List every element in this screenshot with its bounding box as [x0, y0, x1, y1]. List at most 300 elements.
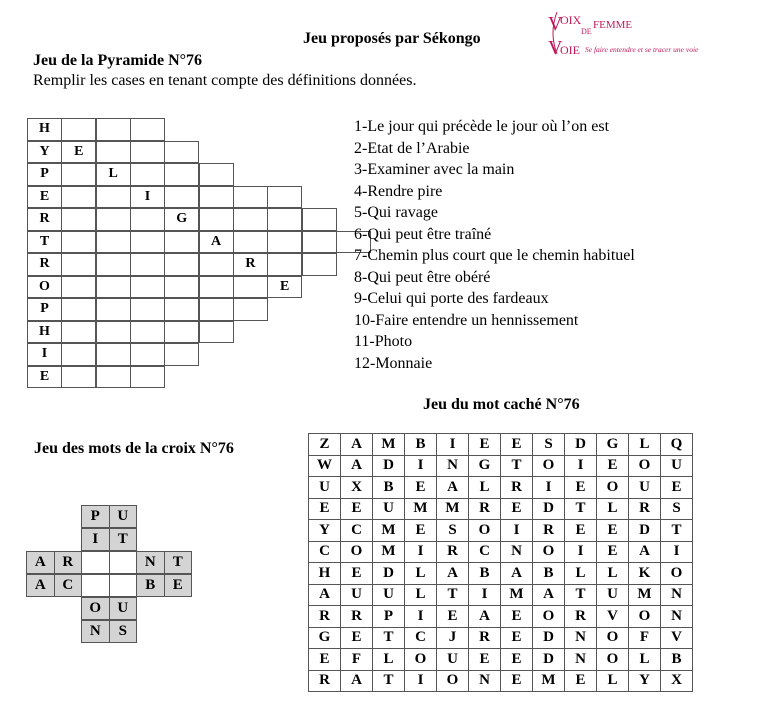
pyramide-cell[interactable]: G [164, 208, 199, 231]
pyramide-cell[interactable] [164, 163, 199, 186]
pyramide-cell[interactable] [96, 186, 131, 209]
mot-cache-cell[interactable]: B [373, 477, 405, 499]
pyramide-cell[interactable] [130, 321, 165, 344]
mot-cache-row [309, 477, 693, 499]
mot-cache-cell[interactable]: M [501, 584, 533, 606]
pyramide-cell[interactable] [267, 186, 302, 209]
croix-spacer [164, 528, 193, 551]
mot-cache-cell[interactable]: H [309, 563, 341, 585]
pyramide-row [27, 276, 370, 299]
mot-cache-cell[interactable]: U [629, 477, 661, 499]
pyramide-cell[interactable] [267, 253, 302, 276]
pyramide-cell[interactable]: H [27, 321, 62, 344]
pyramide-cell[interactable] [130, 231, 165, 254]
mot-cache-cell[interactable]: A [341, 670, 373, 692]
mot-cache-cell[interactable]: S [661, 498, 693, 520]
mot-cache-cell[interactable]: D [373, 563, 405, 585]
pyramide-cell[interactable] [199, 298, 234, 321]
mot-cache-row [309, 498, 693, 520]
mot-cache-cell[interactable]: D [533, 627, 565, 649]
mot-cache-cell[interactable]: R [501, 477, 533, 499]
pyramide-cell[interactable] [96, 231, 131, 254]
pyramide-cell[interactable]: O [27, 276, 62, 299]
mot-cache-cell[interactable]: A [437, 563, 469, 585]
mot-cache-cell[interactable]: E [501, 434, 533, 456]
mot-cache-cell[interactable]: E [501, 627, 533, 649]
pyramide-cell[interactable]: R [27, 208, 62, 231]
croix-spacer [26, 597, 55, 620]
croix-cell: T [164, 551, 193, 574]
croix-spacer [54, 505, 83, 528]
pyramide-cell[interactable] [302, 231, 337, 254]
pyramide-cell[interactable] [61, 208, 96, 231]
pyramide-cell[interactable]: H [27, 118, 62, 141]
pyramide-cell[interactable] [130, 276, 165, 299]
pyramide-cell[interactable] [302, 208, 337, 231]
mot-cache-title: Jeu du mot caché N°76 [423, 396, 580, 413]
mot-cache-cell[interactable]: T [373, 670, 405, 692]
mot-cache-cell[interactable]: N [661, 584, 693, 606]
mot-cache-cell[interactable]: U [309, 477, 341, 499]
mot-cache-cell[interactable]: N [565, 627, 597, 649]
mot-cache-cell[interactable]: J [437, 627, 469, 649]
croix-spacer [164, 505, 193, 528]
mot-cache-cell[interactable]: E [405, 477, 437, 499]
pyramide-row [27, 321, 370, 344]
mot-cache-cell[interactable]: B [405, 434, 437, 456]
mot-cache-cell[interactable]: F [629, 627, 661, 649]
mot-cache-cell[interactable]: R [533, 520, 565, 542]
pyramide-cell[interactable] [130, 343, 165, 366]
mot-cache-row [309, 584, 693, 606]
pyramide-cell[interactable] [61, 298, 96, 321]
mot-cache-cell[interactable]: M [405, 498, 437, 520]
mot-cache-cell[interactable]: E [597, 455, 629, 477]
pyramide-title: Jeu de la Pyramide N°76 [33, 52, 203, 69]
pyramide-cell[interactable] [96, 321, 131, 344]
pyramide-cell[interactable]: R [27, 253, 62, 276]
pyramide-cell[interactable] [233, 208, 268, 231]
definition-item: 3-Examiner avec la main [354, 161, 515, 178]
croix-row [26, 528, 191, 551]
mot-cache-row [309, 649, 693, 671]
mot-cache-cell[interactable]: M [373, 434, 405, 456]
pyramide-cell[interactable] [61, 118, 96, 141]
mot-cache-cell[interactable]: M [533, 670, 565, 692]
pyramide-cell[interactable]: E [27, 366, 62, 389]
croix-spacer [54, 528, 83, 551]
pyramide-cell[interactable] [199, 163, 234, 186]
mot-cache-cell[interactable]: L [597, 563, 629, 585]
mot-cache-cell[interactable]: U [661, 455, 693, 477]
mot-cache-cell[interactable]: T [373, 627, 405, 649]
pyramide-cell[interactable] [96, 118, 131, 141]
croix-spacer [54, 620, 83, 643]
mot-cache-cell[interactable]: L [405, 563, 437, 585]
pyramide-row [27, 366, 370, 389]
pyramide-cell[interactable] [96, 298, 131, 321]
croix-spacer [26, 528, 55, 551]
mot-cache-grid [308, 433, 693, 692]
logo-oix-text: OIX [560, 13, 582, 27]
mot-cache-cell[interactable]: E [661, 477, 693, 499]
pyramide-cell[interactable] [233, 276, 268, 299]
croix-cell: S [109, 620, 138, 643]
logo-tagline: Se faire entendre et se tracer une voie [585, 45, 699, 54]
croix-cell: E [164, 574, 193, 597]
pyramide-cell[interactable] [61, 253, 96, 276]
pyramide-cell[interactable] [199, 208, 234, 231]
pyramide-row [27, 163, 370, 186]
mot-cache-cell[interactable]: I [437, 434, 469, 456]
pyramide-cell[interactable] [199, 186, 234, 209]
pyramide-cell[interactable]: P [27, 298, 62, 321]
mot-cache-cell[interactable]: I [501, 520, 533, 542]
mot-cache-cell[interactable]: V [661, 627, 693, 649]
pyramide-cell[interactable]: P [27, 163, 62, 186]
mot-cache-cell[interactable]: G [469, 455, 501, 477]
mot-cache-cell[interactable]: L [597, 498, 629, 520]
pyramide-cell[interactable]: R [233, 253, 268, 276]
mot-cache-cell[interactable]: Y [309, 520, 341, 542]
definition-item: 2-Etat de l’Arabie [354, 139, 470, 157]
mot-cache-cell[interactable]: P [373, 606, 405, 628]
voix-de-femme-logo [543, 8, 728, 58]
pyramide-cell[interactable] [164, 231, 199, 254]
mot-cache-cell[interactable]: A [341, 434, 373, 456]
mot-cache-cell[interactable]: S [533, 434, 565, 456]
croix-spacer [136, 528, 165, 551]
pyramide-grid [27, 118, 370, 388]
pyramide-cell[interactable] [164, 321, 199, 344]
mot-cache-cell[interactable]: A [501, 563, 533, 585]
mot-cache-cell[interactable]: N [565, 649, 597, 671]
definition-item: 11-Photo [354, 333, 413, 350]
pyramide-cell[interactable] [130, 366, 165, 389]
croix-row [26, 620, 191, 643]
mot-cache-cell[interactable]: L [469, 477, 501, 499]
definition-item: 1-Le jour qui précède le jour où l’on est [354, 118, 610, 135]
mot-cache-cell[interactable]: R [629, 498, 661, 520]
mot-cache-cell[interactable]: O [629, 606, 661, 628]
mot-cache-row [309, 627, 693, 649]
mot-cache-row [309, 520, 693, 542]
mot-cache-cell[interactable]: C [341, 520, 373, 542]
mot-cache-cell[interactable]: M [373, 541, 405, 563]
croix-center-cell[interactable] [109, 551, 138, 574]
pyramide-cell[interactable] [61, 231, 96, 254]
pyramide-cell[interactable]: E [267, 276, 302, 299]
pyramide-row [27, 343, 370, 366]
mot-cache-cell[interactable]: U [437, 649, 469, 671]
mot-cache-cell[interactable]: O [597, 477, 629, 499]
pyramide-cell[interactable] [233, 231, 268, 254]
mot-cache-cell[interactable]: L [565, 563, 597, 585]
pyramide-cell[interactable]: I [130, 186, 165, 209]
logo-v-letter: V [548, 13, 563, 35]
mot-cache-cell[interactable]: M [373, 520, 405, 542]
croix-row [26, 551, 191, 574]
pyramide-cell[interactable] [96, 208, 131, 231]
mot-cache-cell[interactable]: X [341, 477, 373, 499]
definition-item: 6-Qui peut être traîné [354, 225, 492, 243]
mot-cache-cell[interactable]: F [341, 649, 373, 671]
definition-item: 12-Monnaie [354, 354, 433, 372]
croix-cell: B [136, 574, 165, 597]
mot-cache-cell[interactable]: R [469, 498, 501, 520]
pyramide-cell[interactable] [96, 366, 131, 389]
mot-cache-cell[interactable]: W [309, 455, 341, 477]
pyramide-cell[interactable]: I [27, 343, 62, 366]
mot-cache-cell[interactable]: B [533, 563, 565, 585]
croix-title: Jeu des mots de la croix N°76 [34, 440, 234, 457]
mot-cache-cell[interactable]: E [597, 520, 629, 542]
mot-cache-cell[interactable]: E [309, 649, 341, 671]
mot-cache-cell[interactable]: E [501, 649, 533, 671]
pyramide-cell[interactable] [164, 276, 199, 299]
mot-cache-cell[interactable]: C [469, 541, 501, 563]
mot-cache-cell[interactable]: E [597, 541, 629, 563]
pyramide-cell[interactable] [199, 276, 234, 299]
croix-cell: U [109, 597, 138, 620]
pyramide-cell[interactable]: E [27, 186, 62, 209]
mot-cache-cell[interactable]: U [373, 584, 405, 606]
mot-cache-cell[interactable]: V [597, 606, 629, 628]
pyramide-cell[interactable] [61, 343, 96, 366]
mot-cache-cell[interactable]: B [469, 563, 501, 585]
mot-cache-cell[interactable]: E [341, 498, 373, 520]
mot-cache-cell[interactable]: S [437, 520, 469, 542]
pyramide-cell[interactable] [96, 276, 131, 299]
definition-item: 4-Rendre pire [354, 182, 443, 200]
mot-cache-cell[interactable]: N [437, 455, 469, 477]
mot-cache-cell[interactable]: D [533, 649, 565, 671]
pyramide-cell[interactable]: Y [27, 141, 62, 164]
mot-cache-cell[interactable]: E [565, 477, 597, 499]
mot-cache-row [309, 455, 693, 477]
mot-cache-cell[interactable]: I [405, 670, 437, 692]
croix-cell: T [109, 528, 138, 551]
mot-cache-cell[interactable]: I [405, 455, 437, 477]
mot-cache-row [309, 541, 693, 563]
definition-item: 9-Celui qui porte des fardeaux [354, 290, 549, 307]
mot-cache-row [309, 563, 693, 585]
mot-cache-cell[interactable]: O [341, 541, 373, 563]
croix-center-cell[interactable] [81, 551, 110, 574]
pyramide-definitions [354, 116, 635, 374]
croix-spacer [164, 597, 193, 620]
pyramide-cell[interactable] [233, 186, 268, 209]
pyramide-cell[interactable] [130, 118, 165, 141]
mot-cache-cell[interactable]: E [405, 520, 437, 542]
mot-cache-cell[interactable]: E [501, 670, 533, 692]
mot-cache-cell[interactable]: R [469, 627, 501, 649]
pyramide-row [27, 141, 370, 164]
mot-cache-cell[interactable]: I [533, 477, 565, 499]
mot-cache-cell[interactable]: M [437, 498, 469, 520]
mot-cache-cell[interactable]: O [533, 455, 565, 477]
pyramide-cell[interactable]: A [199, 231, 234, 254]
pyramide-cell[interactable] [233, 298, 268, 321]
pyramide-instructions: Remplir les cases en tenant compte des définitions données. [33, 72, 417, 89]
croix-spacer [26, 505, 55, 528]
mot-cache-cell[interactable]: U [341, 584, 373, 606]
mot-cache-cell[interactable]: O [597, 649, 629, 671]
croix-spacer [136, 620, 165, 643]
pyramide-cell[interactable] [130, 253, 165, 276]
pyramide-cell[interactable] [164, 298, 199, 321]
mot-cache-cell[interactable]: O [629, 455, 661, 477]
mot-cache-cell[interactable]: T [661, 520, 693, 542]
pyramide-cell[interactable]: T [27, 231, 62, 254]
mot-cache-cell[interactable]: O [597, 627, 629, 649]
pyramide-cell[interactable] [61, 276, 96, 299]
mot-cache-cell[interactable]: E [469, 649, 501, 671]
mot-cache-cell[interactable]: L [629, 649, 661, 671]
mot-cache-cell[interactable]: N [469, 670, 501, 692]
mot-cache-cell[interactable]: I [469, 584, 501, 606]
mot-cache-cell[interactable]: G [309, 627, 341, 649]
pyramide-cell[interactable] [199, 253, 234, 276]
mot-cache-cell[interactable]: N [501, 541, 533, 563]
mot-cache-cell[interactable]: E [437, 606, 469, 628]
pyramide-cell[interactable] [164, 253, 199, 276]
pyramide-cell[interactable] [199, 321, 234, 344]
mot-cache-cell[interactable]: Z [309, 434, 341, 456]
mot-cache-cell[interactable]: I [405, 541, 437, 563]
pyramide-cell[interactable] [302, 253, 337, 276]
mot-cache-cell[interactable]: R [309, 670, 341, 692]
mot-cache-cell[interactable]: G [597, 434, 629, 456]
mot-cache-cell[interactable]: X [661, 670, 693, 692]
mot-cache-cell[interactable]: E [341, 563, 373, 585]
mot-cache-cell[interactable]: U [373, 498, 405, 520]
pyramide-cell[interactable]: L [96, 163, 131, 186]
pyramide-cell[interactable] [130, 208, 165, 231]
mot-cache-cell[interactable]: R [309, 606, 341, 628]
pyramide-row [27, 208, 370, 231]
mot-cache-cell[interactable]: A [469, 606, 501, 628]
pyramide-cell[interactable] [130, 141, 165, 164]
pyramide-row [27, 298, 370, 321]
mot-cache-cell[interactable]: A [629, 541, 661, 563]
mot-cache-cell[interactable]: R [565, 606, 597, 628]
croix-cell: N [136, 551, 165, 574]
mot-cache-cell[interactable]: O [533, 541, 565, 563]
logo-de-text: DE [581, 27, 592, 36]
mot-cache-cell[interactable]: N [661, 606, 693, 628]
mot-cache-cell[interactable]: R [341, 606, 373, 628]
mot-cache-row [309, 670, 693, 692]
pyramide-cell[interactable] [267, 208, 302, 231]
mot-cache-cell[interactable]: E [341, 627, 373, 649]
mot-cache-cell[interactable]: C [405, 627, 437, 649]
mot-cache-cell[interactable]: I [661, 541, 693, 563]
croix-cell: P [81, 505, 110, 528]
mot-cache-cell[interactable]: D [533, 498, 565, 520]
mot-cache-cell[interactable]: O [437, 670, 469, 692]
pyramide-cell[interactable] [267, 231, 302, 254]
mot-cache-cell[interactable]: A [309, 584, 341, 606]
definition-item: 10-Faire entendre un hennissement [354, 311, 579, 329]
pyramide-cell[interactable] [61, 163, 96, 186]
mot-cache-cell[interactable]: T [437, 584, 469, 606]
mot-cache-cell[interactable]: T [565, 584, 597, 606]
mot-cache-cell[interactable]: I [565, 541, 597, 563]
mot-cache-cell[interactable]: L [597, 670, 629, 692]
mot-cache-cell[interactable]: U [597, 584, 629, 606]
pyramide-cell[interactable] [61, 321, 96, 344]
mot-cache-cell[interactable]: K [629, 563, 661, 585]
pyramide-cell[interactable] [130, 298, 165, 321]
mot-cache-cell[interactable]: D [565, 434, 597, 456]
mot-cache-row [309, 434, 693, 456]
mot-cache-cell[interactable]: R [437, 541, 469, 563]
pyramide-row [27, 186, 370, 209]
mot-cache-cell[interactable]: L [629, 434, 661, 456]
mot-cache-cell[interactable]: O [533, 606, 565, 628]
croix-spacer [136, 505, 165, 528]
croix-spacer [26, 620, 55, 643]
mot-cache-cell[interactable]: E [309, 498, 341, 520]
mot-cache-cell[interactable]: O [405, 649, 437, 671]
pyramide-cell[interactable] [164, 186, 199, 209]
mot-cache-cell[interactable]: M [629, 584, 661, 606]
pyramide-cell[interactable]: E [61, 141, 96, 164]
pyramide-cell[interactable] [164, 343, 199, 366]
definition-item: 8-Qui peut être obéré [354, 268, 491, 286]
pyramide-cell[interactable] [61, 366, 96, 389]
mot-cache-cell[interactable]: E [469, 434, 501, 456]
pyramide-cell[interactable] [96, 343, 131, 366]
mot-cache-cell[interactable]: L [405, 584, 437, 606]
croix-spacer [136, 597, 165, 620]
logo-v2-letter: V [548, 37, 563, 58]
mot-cache-cell[interactable]: E [501, 606, 533, 628]
mot-cache-cell[interactable]: D [629, 520, 661, 542]
croix-center-cell[interactable] [81, 574, 110, 597]
pyramide-cell[interactable] [61, 186, 96, 209]
pyramide-cell[interactable] [96, 253, 131, 276]
mot-cache-cell[interactable]: E [565, 520, 597, 542]
mot-cache-cell[interactable]: Y [629, 670, 661, 692]
mot-cache-cell[interactable]: O [661, 563, 693, 585]
logo-oie-text: OIE [560, 43, 580, 57]
mot-cache-cell[interactable]: A [341, 455, 373, 477]
mot-cache-cell[interactable]: A [437, 477, 469, 499]
mot-cache-cell[interactable]: T [501, 455, 533, 477]
mot-cache-cell[interactable]: Q [661, 434, 693, 456]
pyramide-row [27, 231, 370, 254]
pyramide-cell[interactable] [164, 141, 199, 164]
mot-cache-cell[interactable]: B [661, 649, 693, 671]
logo-femme-text: FEMME [593, 19, 633, 31]
mot-cache-cell[interactable]: C [309, 541, 341, 563]
pyramide-cell[interactable] [130, 163, 165, 186]
mot-cache-cell[interactable]: I [405, 606, 437, 628]
pyramide-cell[interactable] [96, 141, 131, 164]
mot-cache-cell[interactable]: E [501, 498, 533, 520]
mot-cache-cell[interactable]: I [565, 455, 597, 477]
mot-cache-cell[interactable]: O [469, 520, 501, 542]
mot-cache-cell[interactable]: A [533, 584, 565, 606]
croix-center-cell[interactable] [109, 574, 138, 597]
mot-cache-cell[interactable]: T [565, 498, 597, 520]
mot-cache-cell[interactable]: D [373, 455, 405, 477]
croix-row [26, 597, 191, 620]
mot-cache-cell[interactable]: E [565, 670, 597, 692]
mot-cache-cell[interactable]: L [373, 649, 405, 671]
